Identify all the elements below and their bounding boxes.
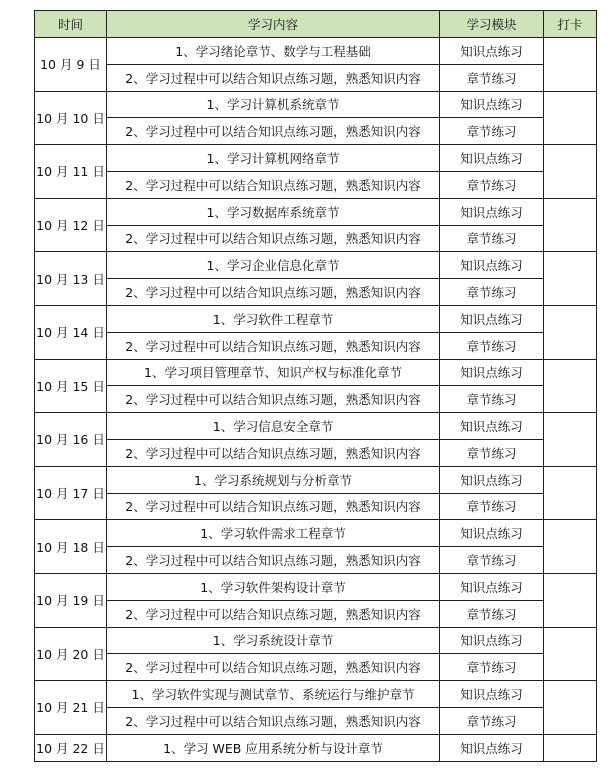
date-cell: 10 月 12 日 xyxy=(35,198,107,252)
module-cell: 知识点练习 xyxy=(440,413,544,440)
table-row xyxy=(35,359,597,386)
check-cell[interactable] xyxy=(544,145,597,199)
content-item: 1、学习软件架构设计章节 xyxy=(107,573,440,600)
check-cell[interactable] xyxy=(544,198,597,252)
table-row xyxy=(35,439,597,466)
table-row xyxy=(35,734,597,761)
table-row xyxy=(35,573,597,600)
module-cell: 章节练习 xyxy=(440,547,544,574)
table-row xyxy=(35,386,597,413)
check-cell[interactable] xyxy=(544,734,597,761)
module-cell: 知识点练习 xyxy=(440,520,544,547)
header-check: 打卡 xyxy=(544,11,597,38)
header-content: 学习内容 xyxy=(107,11,440,38)
check-cell[interactable] xyxy=(544,627,597,681)
content-item: 1、学习系统规划与分析章节 xyxy=(107,466,440,493)
module-cell: 章节练习 xyxy=(440,654,544,681)
module-cell: 知识点练习 xyxy=(440,38,544,65)
table-row xyxy=(35,198,597,225)
content-item: 2、学习过程中可以结合知识点练习题，熟悉知识内容 xyxy=(107,547,440,574)
module-cell: 章节练习 xyxy=(440,439,544,466)
content-item: 2、学习过程中可以结合知识点练习题，熟悉知识内容 xyxy=(107,386,440,413)
date-cell: 10 月 20 日 xyxy=(35,627,107,681)
module-cell: 知识点练习 xyxy=(440,305,544,332)
content-item: 1、学习项目管理章节、知识产权与标准化章节 xyxy=(107,359,440,386)
date-cell: 10 月 16 日 xyxy=(35,413,107,467)
content-item: 2、学习过程中可以结合知识点练习题，熟悉知识内容 xyxy=(107,118,440,145)
table-row xyxy=(35,413,597,440)
module-cell: 知识点练习 xyxy=(440,91,544,118)
content-item: 1、学习 WEB 应用系统分析与设计章节 xyxy=(107,734,440,761)
table-row xyxy=(35,171,597,198)
table-row xyxy=(35,279,597,306)
check-cell[interactable] xyxy=(544,91,597,145)
table-row xyxy=(35,145,597,172)
module-cell: 章节练习 xyxy=(440,225,544,252)
date-cell: 10 月 9 日 xyxy=(35,38,107,92)
date-cell: 10 月 15 日 xyxy=(35,359,107,413)
date-cell: 10 月 21 日 xyxy=(35,681,107,735)
module-cell: 章节练习 xyxy=(440,64,544,91)
check-cell[interactable] xyxy=(544,359,597,413)
content-item: 2、学习过程中可以结合知识点练习题，熟悉知识内容 xyxy=(107,225,440,252)
table-row xyxy=(35,547,597,574)
table-row xyxy=(35,600,597,627)
content-item: 1、学习计算机网络章节 xyxy=(107,145,440,172)
table-row xyxy=(35,493,597,520)
table-row xyxy=(35,91,597,118)
module-cell: 章节练习 xyxy=(440,386,544,413)
module-cell: 知识点练习 xyxy=(440,681,544,708)
module-cell: 知识点练习 xyxy=(440,198,544,225)
content-item: 1、学习系统设计章节 xyxy=(107,627,440,654)
module-cell: 章节练习 xyxy=(440,118,544,145)
check-cell[interactable] xyxy=(544,520,597,574)
check-cell[interactable] xyxy=(544,38,597,92)
table-row xyxy=(35,681,597,708)
content-item: 1、学习企业信息化章节 xyxy=(107,252,440,279)
header-row xyxy=(35,11,597,38)
module-cell: 知识点练习 xyxy=(440,627,544,654)
date-cell: 10 月 22 日 xyxy=(35,734,107,761)
module-cell: 知识点练习 xyxy=(440,573,544,600)
table-row xyxy=(35,38,597,65)
module-cell: 知识点练习 xyxy=(440,145,544,172)
check-cell[interactable] xyxy=(544,252,597,306)
module-cell: 知识点练习 xyxy=(440,359,544,386)
content-item: 2、学习过程中可以结合知识点练习题，熟悉知识内容 xyxy=(107,279,440,306)
content-item: 1、学习软件实现与测试章节、系统运行与维护章节 xyxy=(107,681,440,708)
date-cell: 10 月 18 日 xyxy=(35,520,107,574)
module-cell: 章节练习 xyxy=(440,600,544,627)
table-row xyxy=(35,627,597,654)
table-row xyxy=(35,520,597,547)
module-cell: 章节练习 xyxy=(440,171,544,198)
module-cell: 知识点练习 xyxy=(440,252,544,279)
table-row xyxy=(35,707,597,734)
module-cell: 章节练习 xyxy=(440,707,544,734)
content-item: 2、学习过程中可以结合知识点练习题，熟悉知识内容 xyxy=(107,171,440,198)
content-item: 1、学习绪论章节、数学与工程基础 xyxy=(107,38,440,65)
content-item: 2、学习过程中可以结合知识点练习题，熟悉知识内容 xyxy=(107,439,440,466)
content-item: 2、学习过程中可以结合知识点练习题，熟悉知识内容 xyxy=(107,707,440,734)
check-cell[interactable] xyxy=(544,681,597,735)
check-cell[interactable] xyxy=(544,573,597,627)
date-cell: 10 月 10 日 xyxy=(35,91,107,145)
table-row xyxy=(35,332,597,359)
check-cell[interactable] xyxy=(544,413,597,467)
header-module: 学习模块 xyxy=(440,11,544,38)
module-cell: 章节练习 xyxy=(440,279,544,306)
module-cell: 知识点练习 xyxy=(440,466,544,493)
content-item: 1、学习数据库系统章节 xyxy=(107,198,440,225)
date-cell: 10 月 11 日 xyxy=(35,145,107,199)
content-item: 2、学习过程中可以结合知识点练习题，熟悉知识内容 xyxy=(107,493,440,520)
study-schedule-table xyxy=(34,10,597,762)
content-item: 2、学习过程中可以结合知识点练习题，熟悉知识内容 xyxy=(107,600,440,627)
table-row xyxy=(35,225,597,252)
table-row xyxy=(35,305,597,332)
table-row xyxy=(35,64,597,91)
content-item: 2、学习过程中可以结合知识点练习题，熟悉知识内容 xyxy=(107,64,440,91)
date-cell: 10 月 17 日 xyxy=(35,466,107,520)
content-item: 1、学习信息安全章节 xyxy=(107,413,440,440)
content-item: 1、学习计算机系统章节 xyxy=(107,91,440,118)
module-cell: 章节练习 xyxy=(440,332,544,359)
table-row xyxy=(35,654,597,681)
table-row xyxy=(35,118,597,145)
date-cell: 10 月 14 日 xyxy=(35,305,107,359)
date-cell: 10 月 13 日 xyxy=(35,252,107,306)
content-item: 2、学习过程中可以结合知识点练习题，熟悉知识内容 xyxy=(107,654,440,681)
check-cell[interactable] xyxy=(544,466,597,520)
date-cell: 10 月 19 日 xyxy=(35,573,107,627)
header-time: 时间 xyxy=(35,11,107,38)
module-cell: 知识点练习 xyxy=(440,734,544,761)
content-item: 2、学习过程中可以结合知识点练习题，熟悉知识内容 xyxy=(107,332,440,359)
table-row xyxy=(35,252,597,279)
table-row xyxy=(35,466,597,493)
content-item: 1、学习软件需求工程章节 xyxy=(107,520,440,547)
module-cell: 章节练习 xyxy=(440,493,544,520)
check-cell[interactable] xyxy=(544,305,597,359)
content-item: 1、学习软件工程章节 xyxy=(107,305,440,332)
